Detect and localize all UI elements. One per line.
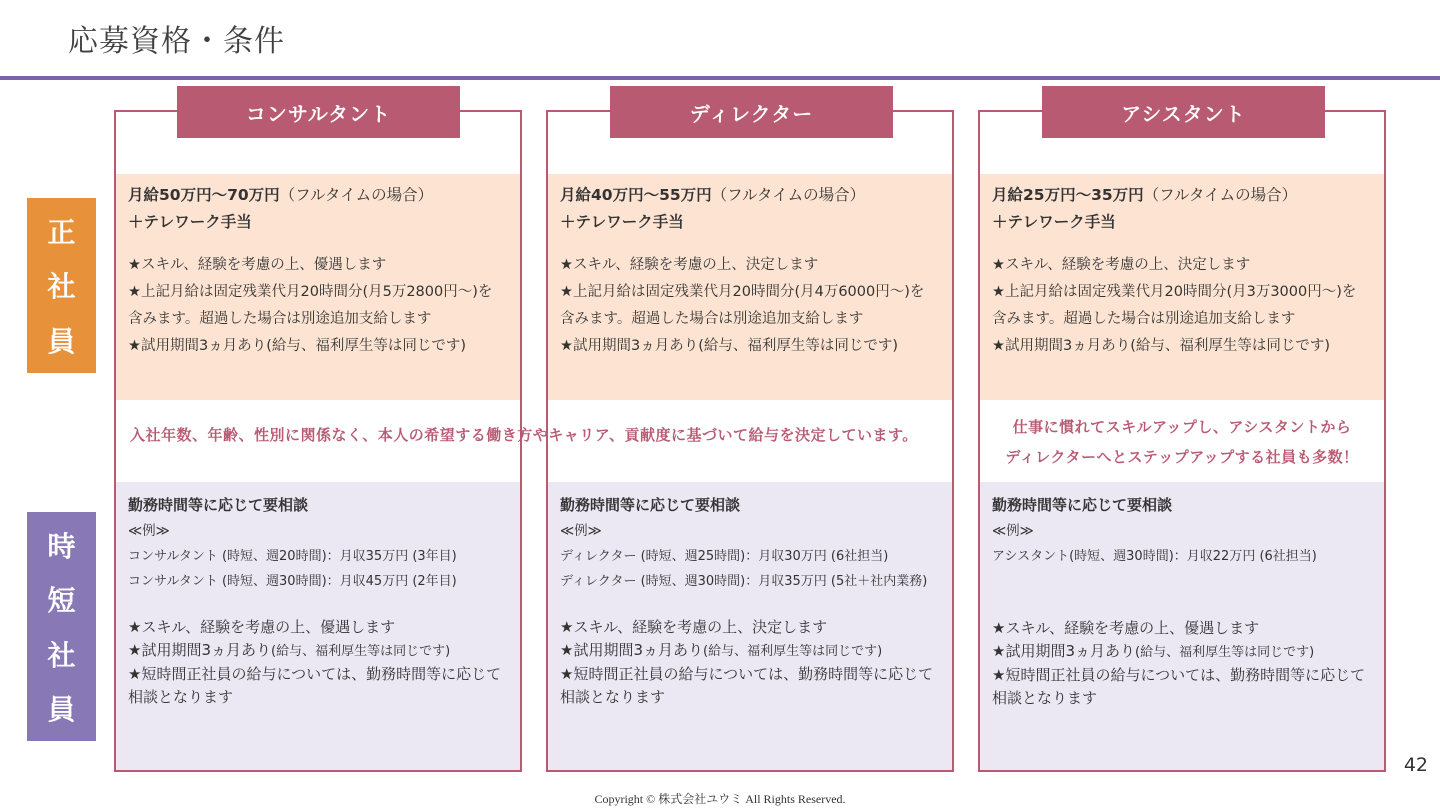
consult-heading: 勤務時間等に応じて要相談 [560,496,741,514]
regular-conditions [980,174,1384,400]
note-line: ★試用期間3ヵ月あり(給与、福利厚生等は同じです) [128,641,451,659]
condition-line: 含みます。超過した場合は別途追加支給します [992,311,1296,327]
title-divider [0,76,1440,80]
example-line: コンサルタント (時短、週30時間)：月収45万円 (2年目) [128,574,457,589]
short-time-conditions [116,482,520,770]
condition-line: ★スキル、経験を考慮の上、決定します [992,257,1251,273]
consult-heading: 勤務時間等に応じて要相談 [992,496,1173,514]
example-line: ディレクター (時短、週30時間)：月収35万円 (5社＋社内業務) [560,574,928,589]
telework-allowance: ＋テレワーク手当 [128,213,252,231]
note-line: ★短時間正社員の給与については、勤務時間等に応じて相談となります [560,665,934,706]
condition-line: ★試用期間3ヵ月あり(給与、福利厚生等は同じです) [992,338,1331,354]
condition-line: 含みます。超過した場合は別途追加支給します [128,311,432,327]
regular-label-char: 員 [47,324,76,358]
short-label-char: 員 [47,692,76,726]
regular-label-char: 社 [47,270,76,304]
condition-line: ★スキル、経験を考慮の上、優遇します [128,257,387,273]
director-header: ディレクター [610,86,893,138]
copyright-footer: Copyright © 株式会社ユウミ All Rights Reserved. [594,792,846,806]
short-notes [560,616,940,709]
assistant-header: アシスタント [1042,86,1325,138]
note-line: ★スキル、経験を考慮の上、優遇します [128,618,396,636]
short-notes [992,617,1372,710]
note-line: ★試用期間3ヵ月あり(給与、福利厚生等は同じです) [560,641,883,659]
career-step-line: ディレクターへとステップアップする社員も多数！ [1005,448,1359,466]
example-line: コンサルタント (時短、週20時間)：月収35万円 (3年目) [128,549,457,564]
short-label-char: 社 [47,638,76,672]
note-line: ★短時間正社員の給与については、勤務時間等に応じて相談となります [128,665,502,706]
telework-allowance: ＋テレワーク手当 [560,213,684,231]
salary-policy-banner: 入社年数、年齢、性別に関係なく、本人の希望する働き方やキャリア、貢献度に基づいて給与を決定しています。 [130,426,918,444]
page-number: 42 [1403,754,1428,776]
condition-line: ★スキル、経験を考慮の上、決定します [560,257,819,273]
example-label: ≪例≫ [560,523,602,539]
short-label-char: 短 [47,584,76,618]
short-time-conditions [548,482,952,770]
short-label-char: 時 [47,530,76,564]
example-label: ≪例≫ [128,523,170,539]
consult-heading: 勤務時間等に応じて要相談 [128,496,309,514]
short-time-conditions [980,482,1384,770]
regular-label-char: 正 [47,216,76,250]
telework-allowance: ＋テレワーク手当 [992,213,1116,231]
condition-line: ★上記月給は固定残業代月20時間分(月5万2800円〜)を [128,284,493,300]
regular-employee-label [27,198,96,373]
example-line: ディレクター (時短、週25時間)：月収30万円 (6社担当) [560,549,889,564]
example-label: ≪例≫ [992,523,1034,539]
note-line: ★スキル、経験を考慮の上、優遇します [992,619,1260,637]
note-line: ★短時間正社員の給与については、勤務時間等に応じて相談となります [992,666,1366,707]
salary-range: 月給25万円〜35万円（フルタイムの場合） [992,186,1298,204]
condition-line: 含みます。超過した場合は別途追加支給します [560,311,864,327]
salary-range: 月給50万円〜70万円（フルタイムの場合） [128,186,434,204]
example-line: アシスタント(時短、週30時間)：月収22万円 (6社担当) [992,549,1317,564]
condition-line: ★試用期間3ヵ月あり(給与、福利厚生等は同じです) [560,338,899,354]
note-line: ★スキル、経験を考慮の上、決定します [560,618,828,636]
note-line: ★試用期間3ヵ月あり(給与、福利厚生等は同じです) [992,642,1315,660]
regular-conditions [116,174,520,400]
regular-conditions [548,174,952,400]
page-title: 応募資格・条件 [68,24,285,59]
short-notes [128,616,508,709]
consultant-header: コンサルタント [177,86,460,138]
condition-line: ★上記月給は固定残業代月20時間分(月4万6000円〜)を [560,284,925,300]
short-time-employee-label [27,512,96,741]
career-step-line: 仕事に慣れてスキルアップし、アシスタントから [1012,418,1352,436]
condition-line: ★試用期間3ヵ月あり(給与、福利厚生等は同じです) [128,338,467,354]
salary-range: 月給40万円〜55万円（フルタイムの場合） [560,186,866,204]
condition-line: ★上記月給は固定残業代月20時間分(月3万3000円〜)を [992,284,1357,300]
career-step-banner [980,412,1384,472]
